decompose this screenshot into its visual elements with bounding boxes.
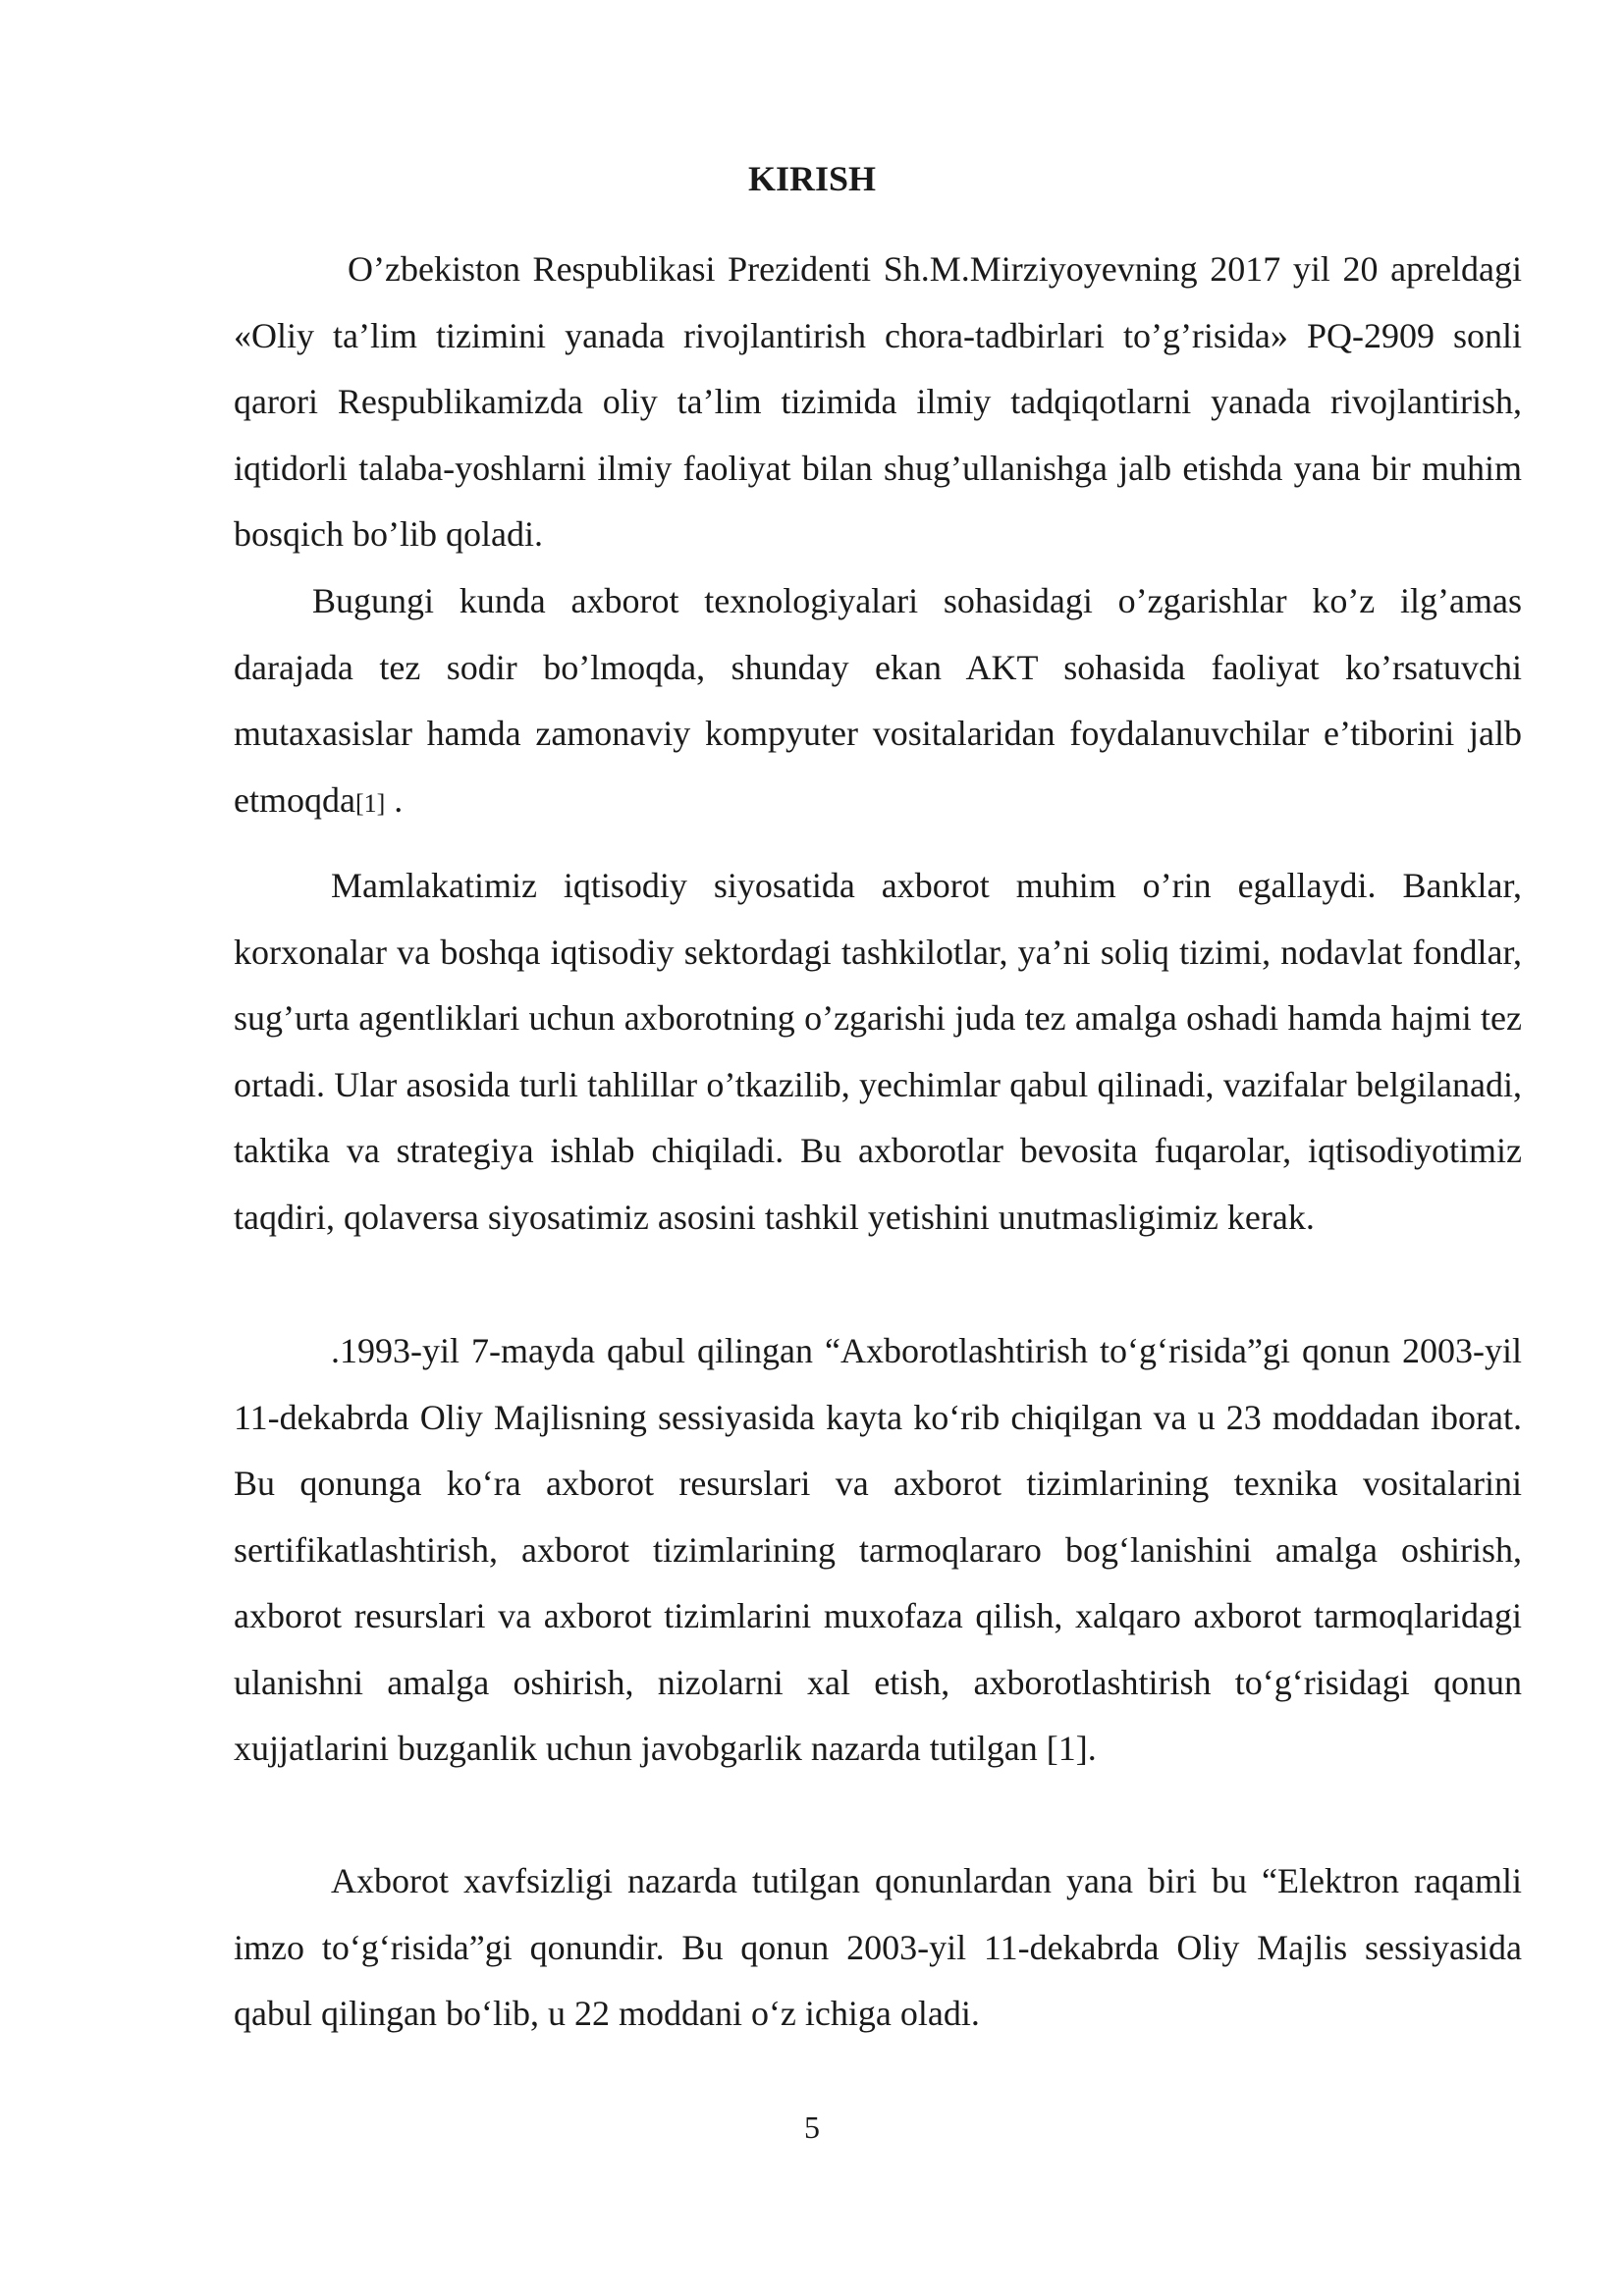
paragraph-4: .1993-yil 7-mayda qabul qilingan “Axborotlashtirish to‘g‘risida”gi qonun 2003-yil 11-dekabrda Oliy Majlisning sessiyasida kayta ko‘rib chiqilgan va u 23 moddadan iborat. Bu qonunga ko‘ra axborot resurslari va axborot tizimlarining texnika vositalarini sertifikatlashtirish, axborot tizimlarining tarmoqlararo bog‘lanishini amalga oshirish, axborot resurslari va axborot tizimlarini muxofaza qilish, xalqaro axborot tarmoqlaridagi ulanishni amalga oshirish, nizolarni xal etish, axborotlashtirish to‘g‘risidagi qonun xujjatlarini buzganlik uchun javobgarlik nazarda tutilgan [1]. (234, 1331, 1522, 1768)
paragraph-1: O’zbekiston Respublikasi Prezidenti Sh.M.Mirziyoyevning 2017 yil 20 apreldagi «Oliy ta’lim tizimini yanada rivojlantirish chora-tadbirlari to’g’risida» PQ-2909 sonli qarori Respublikamizda oliy ta’lim tizimida ilmiy tadqiqotlarni yanada rivojlantirish, iqtidorli talaba-yoshlarni ilmiy faoliyat bilan shug’ullanishga jalb etishda yana bir muhim bosqich bo’lib qoladi. (234, 249, 1522, 554)
page-title: KIRISH (747, 159, 877, 198)
paragraph-2-text: Bugungi kunda axborot texnologiyalari sohasidagi o’zgarishlar ko’z ilg’amas darajada tez sodir bo’lmoqda, shunday ekan AKT sohasida faoliyat ko’rsatuvchi mutaxasislar hamda zamonaviy kompyuter vositalaridan foydalanuvchilar e’tiborini jalb etmoqda (234, 581, 1522, 820)
paragraph-2-end: . (385, 779, 404, 820)
paragraph-5: Axborot xavfsizligi nazarda tutilgan qonunlardan yana biri bu “Elektron raqamli imzo to‘g‘risida”gi qonundir. Bu qonun 2003-yil 11-dekabrda Oliy Majlis sessiyasida qabul qilingan bo‘lib, u 22 moddani o‘z ichiga oladi. (234, 1861, 1522, 2033)
page-number: 5 (804, 2109, 820, 2145)
paragraph-2 (234, 568, 1522, 836)
citation-marker: [1] (354, 788, 386, 818)
paragraph-3: Mamlakatimiz iqtisodiy siyosatida axborot muhim o’rin egallaydi. Banklar, korxonalar va boshqa iqtisodiy sektordagi tashkilotlar, ya’ni soliq tizimi, nodavlat fondlar, sug’urta agentliklari uchun axborotning o’zgarishi juda tez amalga oshadi hamda hajmi tez ortadi. Ular asosida turli tahlillar o’tkazilib, yechimlar qabul qilinadi, vazifalar belgilanadi, taktika va strategiya ishlab chiqiladi. Bu axborotlar bevosita fuqarolar, iqtisodiyotimiz taqdiri, qolaversa siyosatimiz asosini tashkil yetishini unutmasligimiz kerak. (234, 866, 1522, 1237)
